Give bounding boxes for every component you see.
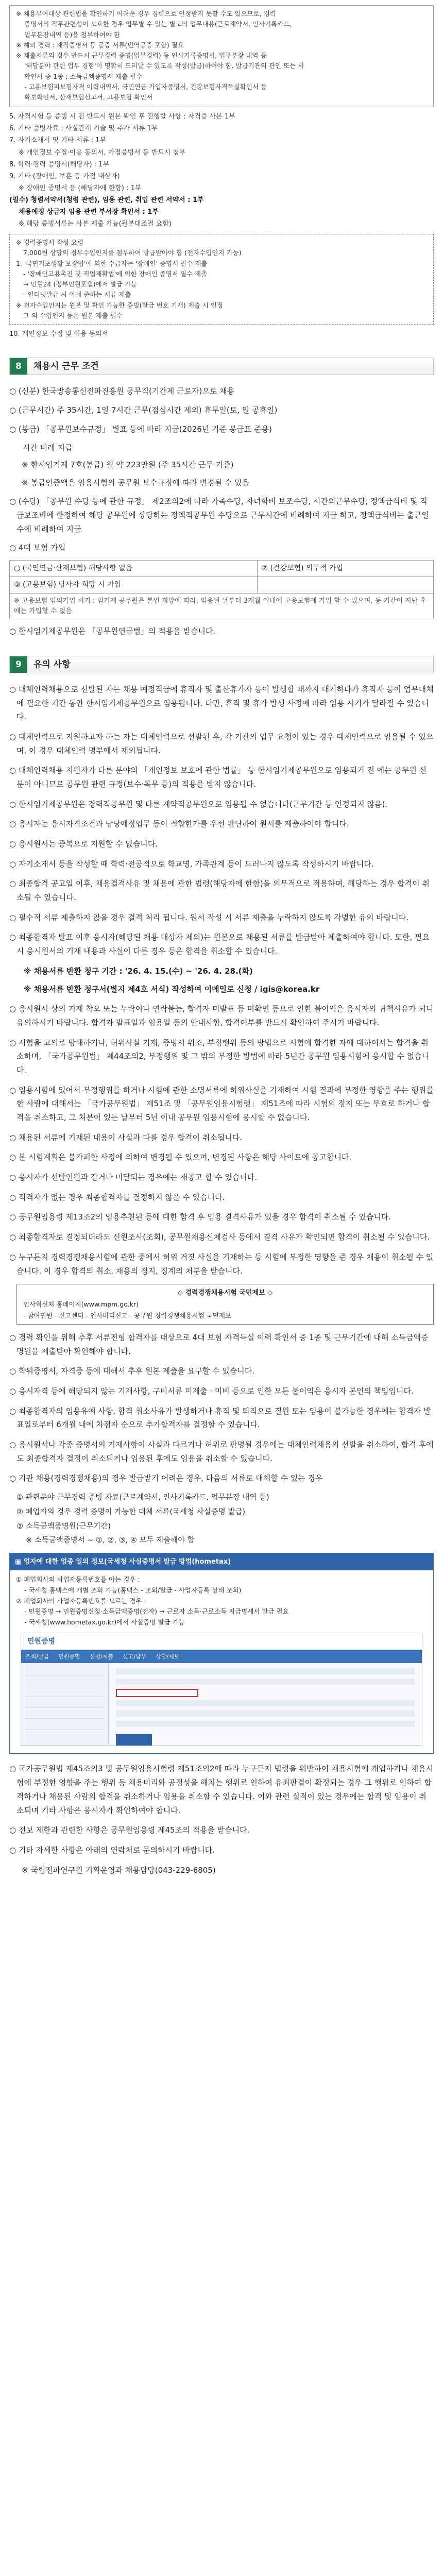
table-row [10,594,434,619]
caution-item: ○ 응시자격 등에 해당되지 않는 기재사항, 구비서류 미제출 · 미비 등으로 인한 모든 불이익은 응시자 본인의 책임입니다. [9,1386,414,1396]
return-request-note: ※ 채용서류 반환 청구서(별지 제4호 서식) 작성하여 이메일로 신청 / igis@korea.kr [24,984,320,994]
shot-row [116,1679,415,1685]
condition-item: ○ (신분) 한국방송통신전파진흥원 공무직(기간제 근로자)으로 채용 [9,386,235,396]
substitute-doc: ① 관련분야 근무경력 증빙 자료(근로계약서, 인사기록카드, 업무분장 내역 등) [16,1494,269,1502]
hometax-shot-menu [21,1651,422,1663]
table-cell [257,577,433,594]
caution-item: ○ 채용된 서류에 기재된 내용이 사실과 다를 경우 합격이 취소됩니다. [9,1132,243,1142]
caution-item: ○ 대체인력으로 지원하고자 하는 자는 대체인력으로 선발된 후, 각 기관의 업무 요청이 있는 경우 대체인력으로 임용될 수 있으며, 이 경우 대체인력 명부에서 제외됩니다. [9,732,434,755]
allowance-line: 보조수당, 시간외근무수당, 정액급식비 및 직급보조비에 한정하여 해당 [16,497,428,520]
callout-title: ◇ 경력경쟁채용시험 국민제보 ◇ [177,1289,273,1297]
shot-button [116,1734,152,1745]
caution-item: ○ 응시원서 상의 기재 착오 또는 누락이나 연락불능, 합격자 미발표 등 미확인 등으로 인한 불이익은 응시자의 귀책사유가 되니 유의하시기 바랍니다. 합격자 발표일과 임용일 등의 안내사항, 합격여부를 반드시 확인하여 주시기 바랍니다. [9,1004,434,1027]
hometax-screenshot [21,1633,422,1746]
insurance-table [9,560,434,619]
shot-sidebar-line [25,1710,104,1719]
table-row [10,561,434,577]
substitute-docs-list [9,1492,434,1548]
condition-subitem: 시간 비례 지급 [23,443,73,453]
doc-item: 5. 자격시험 등 증빙 시 전 반드시 원본 확인 후 진행할 사항 : 자격증 사본 1부 [9,113,235,121]
caution-item: ○ 경력 확인을 위해 추후 서류전형 합격자를 대상으로 4대 보험 자격득실 이력 확인서 중 1종 및 근무기간에 대해 소득금액증명원을 제출받아 확인해야 합니다. [9,1332,429,1356]
shot-menu-item: 민원증명 [58,1653,80,1660]
substitute-doc: ③ 소득금액증명원(근무기간) [16,1522,111,1531]
doc-item: ※ 해당 증빙서류는 사본 제출 가능(원본대조필 요함) [19,220,172,228]
caution-item: ○ 응시원서나 각종 증명서의 기재사항이 사실과 다르거나 허위로 판명될 경우에는 대체인력채용의 선발을 취소하여, 합격 후에도 최종합격자 결정이 취소되거나 임용된 후에도 임용을 취소할 수 있습니다. [9,1439,434,1463]
hometax-line: - 민원증명 → 민원증명신청·소득금액증명(전자) → 근로자 소득·근로소득 지급명세서 발급 필요 [24,1607,289,1616]
dashed-line: - '장애인고용촉진 및 직업재활법'에 의한 장애인 증명서 필수 제출 [23,269,208,278]
dashed-line: 1. '국민기초생활 보장법'에 의한 수급자는 '장애인' 증명서 필수 제출 [16,259,208,267]
dashed-line: → 민원24 (정부민원포털)에서 발급 가능 [23,280,138,289]
shot-row [116,1700,415,1706]
shot-sidebar-line [25,1689,104,1697]
callout-line[interactable]: 인사혁신처 홈페이지(www.mpm.go.kr) [23,1300,139,1309]
note-line: 확보확인서, 산재보험신고서, 고용보험 확인서 [24,93,153,101]
note-line: ※ 해외 경력 : 재직증명서 등 공증 서류(번역공증 포함) 필요 [16,41,184,49]
caution-item: ○ 적격자가 없는 경우 최종합격자를 결정하지 않을 수 있습니다. [9,1192,225,1202]
allowance-line: 공무원에 상당하는 정액적공무원 수당으로 근무시간에 비례하여 지급 [106,511,337,520]
doc-item: (필수) 청렴서약서(청렴 관련), 임용 관련, 취업 관련 서약서 : 1부 [9,196,204,204]
caution-item: ○ 최종합격자 발표 이후 응시자(해당된 채용 대상자 제외)는 원본으로 채용된 서류를 발급받아 제출하여야 합니다. 또한, 필요 시 응시원서의 기재 내용과 사실이 다른 경우 등은 합격을 취소할 수 있습니다. [9,933,430,956]
doc-footer: 10. 개인정보 수집 및 이용 동의서 [9,330,109,338]
note-line: ※ 채용부여대상 관련법을 확인하기 어려운 경우 경력으로 인정받지 못할 수도 있으므로, 경력 [16,10,276,18]
shot-menu-item: 상담/제보 [156,1653,180,1660]
allowance-item [9,495,434,536]
note-line: 업무분장내역 등)을 첨부하여야 함 [24,30,120,39]
salary-note: ※ 한시임기제 7호(봉급) 월 약 223만원 (주 35시간 근무 기준) [22,460,234,470]
caution-item: ○ 기타 자세한 사항은 아래의 연락처로 문의하시기 바랍니다. [9,1845,215,1855]
substitute-doc: ※ 소득금액증명서 ~ ①, ②, ③, ④ 모두 제출해야 함 [26,1536,195,1545]
doc-item: ※ 개인정보 수집·이용 동의서, 가점증빙서 등 반드시 첨부 [19,148,186,157]
caution-item: ○ 한시임기제공무원은 경력직공무원 및 다른 계약직공무원으로 임용될 수 없습니다(근무기간 등 인정되지 않음). [9,799,388,809]
section-header-work-conditions [9,358,434,375]
dashed-note-box [9,234,434,325]
shot-sidebar-line [25,1721,104,1730]
caution-item: ○ 국가공무원법 제45조의3 및 공무원임용시험령 제51조의2에 따라 누구든지 법령을 위반하여 채용시험에 개입하거나 채용시험에 부정한 영향을 주는 행위 등 채용비리와 공정성을 해치는 행위로 인하여 유죄판결이 확정되는 경우 그 행위로 인하여 합격하거나 채용된 사람의 합격을 취소하거나 임용을 취소할 수 있습니다. 이와 관련 실적이 있는 경우에는 합격 및 임용이 취소되며 기타 사항은 응시자가 확인하여야 합니다. [9,1764,434,1815]
doc-item: 7. 자기소개서 및 기타 서류 : 1부 [9,137,106,145]
hometax-guide-title: ▣ 업자에 대한 업종 일의 정보(국세청 사실증명서 발급 방법(hometax) [10,1553,433,1570]
contact-info: ※ 국립전파연구원 기획운영과 채용담당(043-229-6805) [22,1865,216,1875]
caution-item: ○ 대체인력채용으로 선발된 자는 채용 예정직급에 휴직자 및 출산휴가자 등이 발생할 때까지 대기하다가 휴직자 등이 업무대체에 필요한 기간 동안 한시임기제공무원으로 임용됩니다. 다만, 휴직 및 휴가 발생 사정에 따라 임용 시기가 달라질 수 있습니다. [9,684,434,722]
doc-item: ※ 장애인 증명서 등 (해당자에 한함) : 1부 [19,184,142,192]
section-number: 9 [10,656,27,673]
hometax-shot-main [109,1663,422,1745]
hometax-line: - 국세청(www.hometax.go.kr)에서 사실증명 발급 가능 [24,1618,185,1626]
dashed-line: ※ 경력증명서 작성 요령 [16,239,84,247]
caution-item: ○ 최종합격자의 임용유예 사항, 합격 취소사유가 발생하거나 휴직 및 퇴직으로 결원 또는 임용이 불가능한 경우에는 합격자 발표일로부터 6개월 내에 차점자 순으로 추가합격자를 결정할 수 있습니다. [9,1406,431,1430]
shot-menu-item: 조회/발급 [25,1653,49,1660]
top-notes-box [9,5,434,107]
note-line: '해당분야 관련 업무 경험'이 명확히 드러날 수 있도록 작성(발급)하여야 함. 발급기관의 관인 또는 서 [24,62,304,70]
caution-item: ○ 누구든지 경력경쟁채용시험에 관한 중에서 허위 거짓 사실을 기재하는 등 시험에 부정한 영향을 준 경우 채용이 취소될 수 있습니다. 이 경우 합격의 취소, 채용의 정지, 징계의 처분을 받습니다. [9,1252,434,1276]
shot-sidebar-line [25,1678,104,1686]
caution-item: ○ 최종합격 공고일 이후, 채용결격사유 및 채용에 관한 법령(해당자에 한함)을 의무적으로 적용하며, 해당하는 경우 합격이 취소될 수 있습니다. [9,879,430,903]
doc-item: 9. 기타 (장애인, 보훈 등 가점 대상자) [9,172,120,180]
shot-row [116,1721,415,1727]
caution-item: ○ 응시자는 응시자격조건과 담당예정업무 등이 적합한가를 우선 판단하여 원서를 제출하여야 합니다. [9,819,349,829]
callout-line: - 참여민원 - 신고센터 - 인사비리신고 - 공무원 경력경쟁채용시험 국민제보 [23,1311,231,1319]
section-title: 채용시 근무 조건 [33,361,99,372]
section-header-cautions [9,656,434,673]
pension-item: ○ 한시임기제공무원은 「공무원연금법」의 적용을 받습니다. [9,626,216,636]
hometax-line: ② 폐업회사의 사업자등록번호를 모르는 경우 : [16,1597,146,1605]
caution-item: ○ 학위증명서, 자격증 등에 대해서 추후 원본 제출을 요구할 수 있습니다. [9,1366,255,1376]
shot-highlight-box [116,1689,198,1697]
allowance-line: 하고, 정액급식비는 출근일수에 비례하여 지급 [16,511,430,534]
document-list [9,111,434,230]
note-line: - 고용보험피보험자격 이력내역서, 국민연금 가입자증명서, 건강보험자격득실확인서 등 [24,82,267,91]
condition-item: ○ (봉급) 「공무원보수규정」 별표 등에 따라 지급(2026년 기준 봉급표 준용) [9,424,272,434]
doc-item: 8. 학력·경력 증명서(해당자) : 1부 [9,160,109,168]
dashed-line: 그 외 수입인지 등은 원본 제출 필수 [23,311,123,319]
return-period-note: ※ 채용서류 반환 청구 기간 : '26. 4. 15.(수) ~ '26. 4. 28.(화) [24,966,253,976]
caution-item: ○ 응시자가 선발인원과 같거나 미달되는 경우에는 재공고 할 수 있습니다. [9,1173,257,1182]
section-number: 8 [10,358,27,375]
doc-item: 6. 기타 증빙자료 : 사실관계 기술 및 추가 서류 1부 [9,125,158,133]
caution-item: ○ 전보 제한과 관련한 사항은 공무원임용령 제45조의 적용을 받습니다. [9,1825,250,1835]
caution-item: ○ 본 시험계획은 불가피한 사정에 의하여 변경될 수 있으며, 변경된 사항은 해당 사이트에 공고합니다. [9,1153,352,1162]
note-line: 증명서의 직무관련성이 모호한 경우 업무별 수 있는 별도의 업무내용(근로계약서, 인사기록카드, [24,20,292,28]
caution-item: ○ 공무원임용령 제13조2의 임용추천된 등에 대한 합격 후 임용 결격사유가 있을 경우 합격이 취소될 수 있습니다. [9,1212,391,1222]
table-cell: ○ (국민연금·산재보험) 해당사항 없음 [10,561,258,577]
dashed-line: ※ 전자수입인지는 원본 및 확인 가능한 증빙(발급 번호 기재) 제출 시 인정 [16,301,224,309]
caution-item: ○ 최종합격자로 결정되더라도 신원조사(조회), 공무원채용신체검사 등에서 결격 사유가 확인되면 합격이 취소될 수 있습니다. [9,1232,430,1242]
table-cell: ③ (고용보험) 당사자 희망 시 가입 [10,577,258,594]
insurance-label: ○ 4대 보험 가입 [9,543,66,553]
hometax-guide-box [9,1553,434,1754]
table-row [10,577,434,594]
caution-item: ○ 대체인력채용 지원자가 다른 분야의 「개인정보 보호에 관한 법률」 등 한시임기제공무원으로 임용되기 전 에는 공무원 신분이 아니므로 공무원 관련 규정(보수·복무 등)의 적용을 받지 않습니다. [9,766,427,789]
dashed-line: 7,000원 상당의 정부수입인지를 첨부하여 발급받아야 함 (전자수입인지 가능) [23,249,242,257]
table-cell: ② (건강보험) 의무적 가입 [257,561,433,577]
shot-sidebar-line [25,1667,104,1675]
condition-item: ○ (근무시간) 주 35시간, 1일 7시간 근무(점심시간 제외) 휴무일(토, 일 공휴일) [9,405,278,415]
allowance-line: ○ (수당) 「공무원 수당 등에 관한 규정」 제2조의2에 따라 가족수당, 자녀학비 [9,497,276,506]
hometax-guide-body [10,1570,433,1753]
hometax-shot-title: 민원증명 [21,1633,422,1651]
note-line: 확인서 중 1종 ; 소득금액증명서 제출 필수 [24,72,143,80]
shot-row [116,1710,415,1717]
section-title: 유의 사항 [33,659,71,670]
caution-item: ○ 응시원서는 중복으로 지원할 수 없습니다. [9,839,158,849]
caution-item: ○ 임용시험에 있어서 부정행위를 하거나 시험에 관한 소명서류에 허위사실을 기재하여 시험 결과에 부정한 영향을 주는 행위를 한 사람에 대해서는 「국가공무원법」 제51조 및 「공무원임용시험령」 제51조에 따라 시험의 정지 또는 무효로 하거나 합격을 취소하고, 그 처분이 있는 날부터 5년 이내 공무원 임용시험에 응시할 수 없습니다. [9,1085,434,1123]
caution-item: ○ 자기소개서 등을 작성할 때 학력·전공적으로 학교명, 가족관계 등이 드러나지 않도록 작성하시기 바랍니다. [9,859,374,869]
doc-item: 채용예정 상급자 임용 관련 부서장 확인서 : 1부 [19,208,159,216]
hometax-shot-sidebar [21,1663,109,1745]
hometax-line: ① 폐업회사의 사업자등록번호를 아는 경우 : [16,1575,140,1584]
shot-menu-item: 신고/납부 [122,1653,147,1660]
note-line: ※ 제출서류의 경우 반드시 근무경력 증명(업무경력) 등 인사기록증명서, 업무분장 내역 등 [16,52,267,59]
shot-row [116,1668,415,1674]
caution-item: ○ 시험을 고의로 방해하거나, 허위사실 기재, 증빙서 위조, 부정행위 등의 방법으로 시험에 합격한 자에 대하여서는 합격을 취소하며, 「국가공무원법」 제44조의2, 부정행위 및 그 밖의 부정한 방법에 따라 5년간 공무원 임용시험에 응시할 수 없습니다. [9,1038,430,1075]
hometax-shot-content [21,1663,422,1745]
substitute-doc: ② 폐업자의 경우 경력 증명이 가능한 대체 서류(국세청 사실증명 발급) [16,1507,245,1516]
table-note-cell: ※ 고용보험 임의가입 시기 : 임기제 공무원은 본인 희망에 따라, 임용된 날부터 3개월 이내에 고용보험에 가입 할 수 있으며, 동 기간이 지난 후에는 가입할 수 없음 [10,594,434,619]
shot-sidebar-line [25,1700,104,1708]
shot-menu-item: 신청/제출 [89,1653,113,1660]
dashed-line: - 인터넷발급 시 이에 준하는 서류 제출 [23,291,131,299]
caution-item: ○ 필수적 서류 제출하지 않을 경우 결격 처리 됩니다. 원서 작성 시 서류 제출을 누락하지 않도록 각별한 유의 바랍니다. [9,912,408,922]
hometax-line: - 국세청 홈택스에 개별 조회 가능(홈택스 - 조회/발급 - 사업자등록 상태 조회) [24,1586,242,1594]
salary-note: ※ 봉급인증액은 임용시험의 공무원 보수규정에 따라 변경될 수 있음 [22,478,249,487]
report-callout-box [16,1284,434,1325]
caution-item: ○ 기관 채용(경력경쟁채용)의 경우 발급받기 어려운 경우, 다음의 서류로 대체할 수 있는 경우 [9,1473,323,1483]
